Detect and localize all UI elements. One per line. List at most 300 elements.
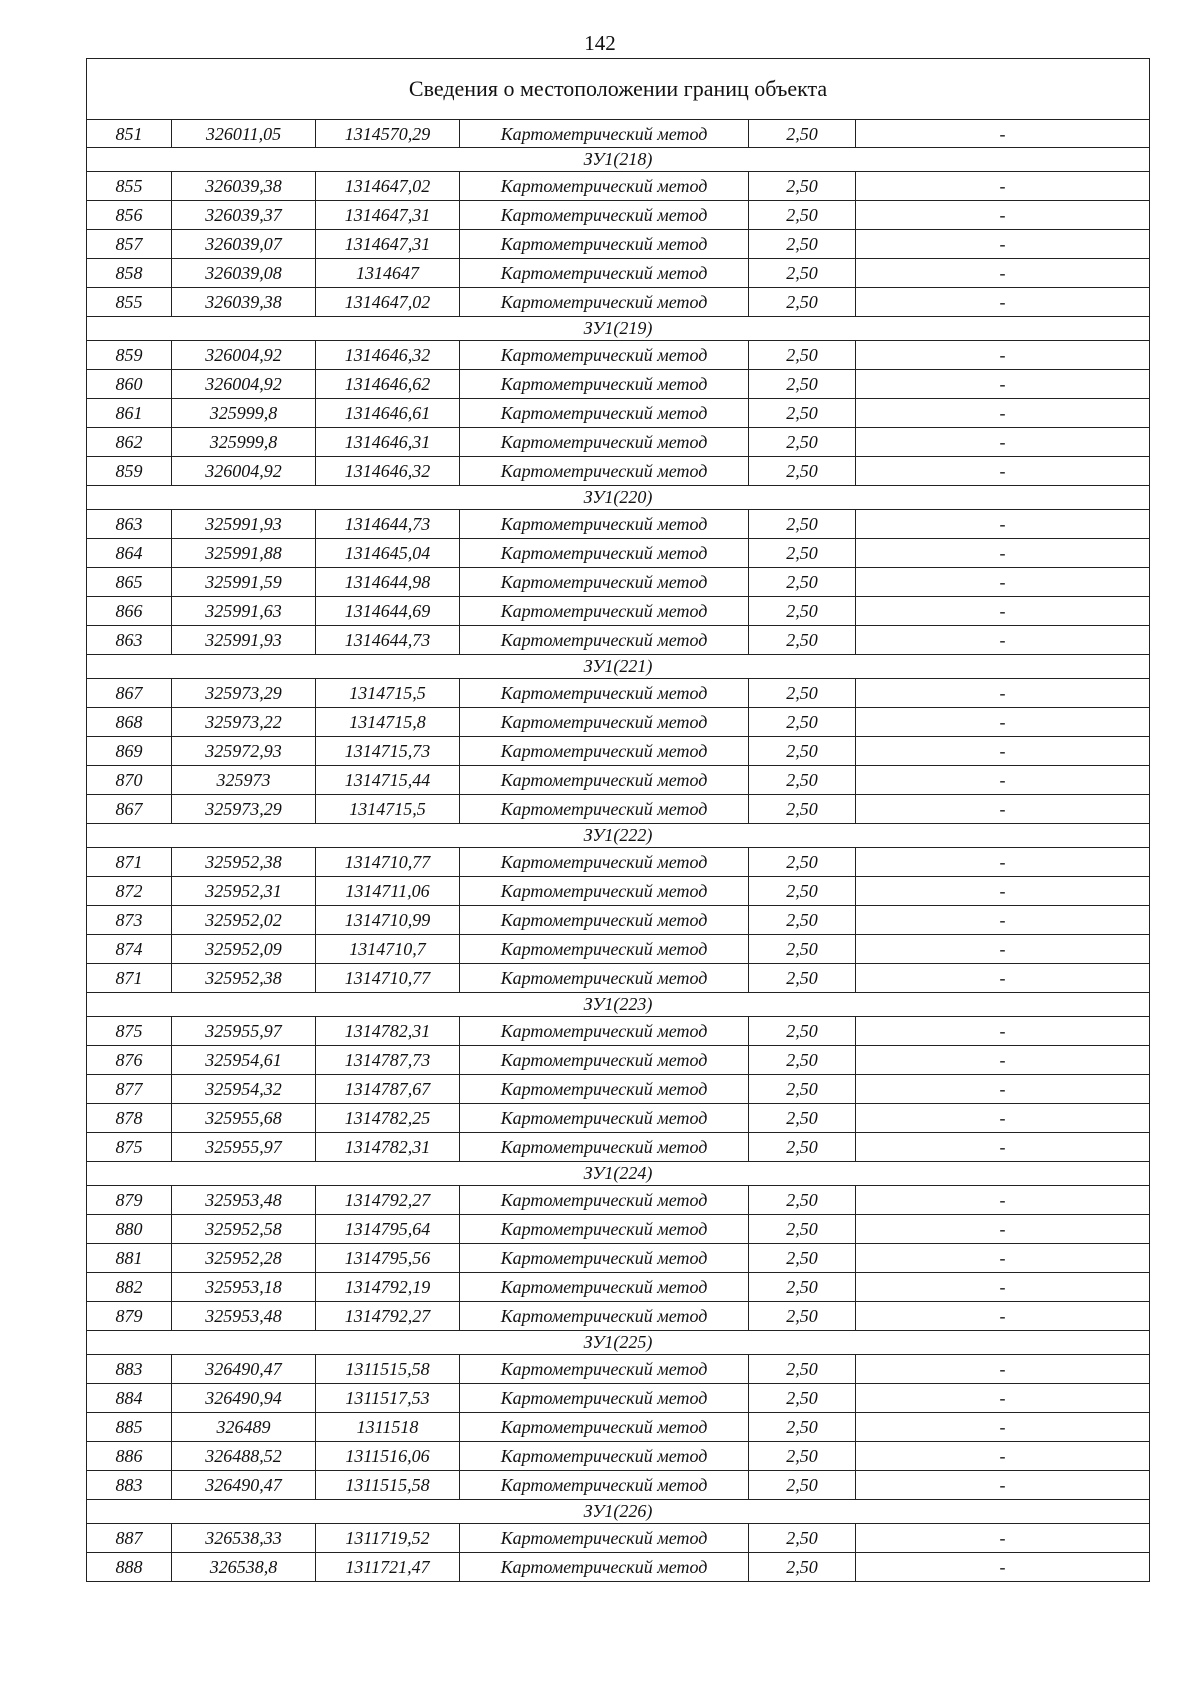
y-coordinate-cell: 1314647,31 [316,201,460,230]
table-row [87,964,1150,993]
accuracy-cell: 2,50 [749,708,856,737]
x-coordinate-cell: 325973,22 [172,708,316,737]
description-cell: - [856,510,1150,539]
y-coordinate-cell: 1314647,02 [316,288,460,317]
description-cell: - [856,795,1150,824]
section-header-row [87,993,1150,1017]
accuracy-cell: 2,50 [749,230,856,259]
table-row [87,1553,1150,1582]
accuracy-cell: 2,50 [749,1553,856,1582]
table-row [87,1413,1150,1442]
accuracy-cell: 2,50 [749,1302,856,1331]
point-number-cell: 863 [87,626,172,655]
point-number-cell: 861 [87,399,172,428]
description-cell: - [856,1384,1150,1413]
x-coordinate-cell: 326039,07 [172,230,316,259]
section-label: ЗУ1(226) [87,1500,1150,1524]
x-coordinate-cell: 325973 [172,766,316,795]
method-cell: Картометрический метод [460,935,749,964]
description-cell: - [856,1215,1150,1244]
y-coordinate-cell: 1314644,69 [316,597,460,626]
method-cell: Картометрический метод [460,201,749,230]
section-label: ЗУ1(219) [87,317,1150,341]
table-row [87,1471,1150,1500]
table-row [87,510,1150,539]
x-coordinate-cell: 325955,97 [172,1017,316,1046]
description-cell: - [856,1075,1150,1104]
description-cell: - [856,1186,1150,1215]
table-row [87,708,1150,737]
x-coordinate-cell: 325999,8 [172,428,316,457]
method-cell: Картометрический метод [460,848,749,877]
accuracy-cell: 2,50 [749,1017,856,1046]
description-cell: - [856,172,1150,201]
table-row [87,935,1150,964]
section-header-row [87,317,1150,341]
x-coordinate-cell: 326490,47 [172,1355,316,1384]
accuracy-cell: 2,50 [749,1104,856,1133]
table-title-row [87,59,1150,120]
description-cell: - [856,906,1150,935]
y-coordinate-cell: 1314715,5 [316,795,460,824]
accuracy-cell: 2,50 [749,1075,856,1104]
y-coordinate-cell: 1314715,44 [316,766,460,795]
x-coordinate-cell: 326490,94 [172,1384,316,1413]
method-cell: Картометрический метод [460,1017,749,1046]
method-cell: Картометрический метод [460,597,749,626]
y-coordinate-cell: 1314792,27 [316,1186,460,1215]
description-cell: - [856,766,1150,795]
point-number-cell: 875 [87,1017,172,1046]
method-cell: Картометрический метод [460,766,749,795]
point-number-cell: 879 [87,1302,172,1331]
x-coordinate-cell: 325953,48 [172,1302,316,1331]
description-cell: - [856,259,1150,288]
accuracy-cell: 2,50 [749,1355,856,1384]
x-coordinate-cell: 325952,58 [172,1215,316,1244]
y-coordinate-cell: 1314792,19 [316,1273,460,1302]
x-coordinate-cell: 326004,92 [172,370,316,399]
description-cell: - [856,1471,1150,1500]
description-cell: - [856,964,1150,993]
point-number-cell: 877 [87,1075,172,1104]
point-number-cell: 858 [87,259,172,288]
point-number-cell: 864 [87,539,172,568]
y-coordinate-cell: 1311518 [316,1413,460,1442]
point-number-cell: 855 [87,172,172,201]
method-cell: Картометрический метод [460,906,749,935]
table-row [87,230,1150,259]
point-number-cell: 888 [87,1553,172,1582]
description-cell: - [856,626,1150,655]
x-coordinate-cell: 325991,59 [172,568,316,597]
method-cell: Картометрический метод [460,1186,749,1215]
table-row [87,568,1150,597]
y-coordinate-cell: 1314787,73 [316,1046,460,1075]
method-cell: Картометрический метод [460,539,749,568]
y-coordinate-cell: 1311721,47 [316,1553,460,1582]
y-coordinate-cell: 1314646,32 [316,457,460,486]
table-title: Сведения о местоположении границ объекта [87,59,1150,120]
accuracy-cell: 2,50 [749,288,856,317]
x-coordinate-cell: 325952,02 [172,906,316,935]
point-number-cell: 876 [87,1046,172,1075]
point-number-cell: 886 [87,1442,172,1471]
method-cell: Картометрический метод [460,259,749,288]
table-row [87,1186,1150,1215]
accuracy-cell: 2,50 [749,120,856,148]
point-number-cell: 867 [87,795,172,824]
point-number-cell: 855 [87,288,172,317]
x-coordinate-cell: 326011,05 [172,120,316,148]
point-number-cell: 851 [87,120,172,148]
x-coordinate-cell: 326004,92 [172,457,316,486]
method-cell: Картометрический метод [460,1215,749,1244]
table-row [87,1442,1150,1471]
y-coordinate-cell: 1314782,31 [316,1133,460,1162]
accuracy-cell: 2,50 [749,737,856,766]
section-label: ЗУ1(223) [87,993,1150,1017]
x-coordinate-cell: 325953,48 [172,1186,316,1215]
method-cell: Картометрический метод [460,1471,749,1500]
description-cell: - [856,1302,1150,1331]
table-row [87,1244,1150,1273]
point-number-cell: 859 [87,341,172,370]
x-coordinate-cell: 325991,93 [172,510,316,539]
description-cell: - [856,1273,1150,1302]
accuracy-cell: 2,50 [749,877,856,906]
y-coordinate-cell: 1311516,06 [316,1442,460,1471]
point-number-cell: 863 [87,510,172,539]
table-row [87,848,1150,877]
method-cell: Картометрический метод [460,877,749,906]
y-coordinate-cell: 1314647 [316,259,460,288]
point-number-cell: 869 [87,737,172,766]
accuracy-cell: 2,50 [749,1273,856,1302]
x-coordinate-cell: 325991,93 [172,626,316,655]
y-coordinate-cell: 1311515,58 [316,1355,460,1384]
table-row [87,539,1150,568]
table-row [87,766,1150,795]
table-row [87,906,1150,935]
point-number-cell: 862 [87,428,172,457]
x-coordinate-cell: 325955,97 [172,1133,316,1162]
point-number-cell: 874 [87,935,172,964]
description-cell: - [856,708,1150,737]
accuracy-cell: 2,50 [749,201,856,230]
method-cell: Картометрический метод [460,1302,749,1331]
method-cell: Картометрический метод [460,568,749,597]
accuracy-cell: 2,50 [749,1186,856,1215]
description-cell: - [856,1553,1150,1582]
point-number-cell: 868 [87,708,172,737]
method-cell: Картометрический метод [460,795,749,824]
table-row [87,457,1150,486]
point-number-cell: 859 [87,457,172,486]
method-cell: Картометрический метод [460,1133,749,1162]
table-row [87,399,1150,428]
accuracy-cell: 2,50 [749,935,856,964]
description-cell: - [856,1104,1150,1133]
section-header-row [87,1500,1150,1524]
x-coordinate-cell: 325972,93 [172,737,316,766]
description-cell: - [856,230,1150,259]
y-coordinate-cell: 1311719,52 [316,1524,460,1553]
x-coordinate-cell: 326538,33 [172,1524,316,1553]
accuracy-cell: 2,50 [749,1215,856,1244]
y-coordinate-cell: 1314646,32 [316,341,460,370]
accuracy-cell: 2,50 [749,1524,856,1553]
accuracy-cell: 2,50 [749,848,856,877]
y-coordinate-cell: 1314710,77 [316,848,460,877]
table-row [87,1133,1150,1162]
y-coordinate-cell: 1314787,67 [316,1075,460,1104]
section-header-row [87,1331,1150,1355]
x-coordinate-cell: 325952,28 [172,1244,316,1273]
method-cell: Картометрический метод [460,230,749,259]
accuracy-cell: 2,50 [749,428,856,457]
method-cell: Картометрический метод [460,1524,749,1553]
point-number-cell: 857 [87,230,172,259]
point-number-cell: 883 [87,1355,172,1384]
accuracy-cell: 2,50 [749,626,856,655]
accuracy-cell: 2,50 [749,679,856,708]
y-coordinate-cell: 1314646,61 [316,399,460,428]
accuracy-cell: 2,50 [749,1471,856,1500]
section-header-row [87,655,1150,679]
accuracy-cell: 2,50 [749,510,856,539]
table-row [87,679,1150,708]
y-coordinate-cell: 1314715,73 [316,737,460,766]
description-cell: - [856,120,1150,148]
x-coordinate-cell: 325973,29 [172,795,316,824]
accuracy-cell: 2,50 [749,597,856,626]
x-coordinate-cell: 325953,18 [172,1273,316,1302]
method-cell: Картометрический метод [460,679,749,708]
accuracy-cell: 2,50 [749,795,856,824]
description-cell: - [856,539,1150,568]
description-cell: - [856,935,1150,964]
y-coordinate-cell: 1314710,99 [316,906,460,935]
method-cell: Картометрический метод [460,399,749,428]
method-cell: Картометрический метод [460,341,749,370]
x-coordinate-cell: 326039,38 [172,172,316,201]
method-cell: Картометрический метод [460,737,749,766]
point-number-cell: 884 [87,1384,172,1413]
method-cell: Картометрический метод [460,1273,749,1302]
point-number-cell: 870 [87,766,172,795]
point-number-cell: 883 [87,1471,172,1500]
method-cell: Картометрический метод [460,172,749,201]
table-row [87,1215,1150,1244]
method-cell: Картометрический метод [460,428,749,457]
page-number: 142 [584,31,616,55]
point-number-cell: 867 [87,679,172,708]
x-coordinate-cell: 325952,38 [172,848,316,877]
accuracy-cell: 2,50 [749,259,856,288]
x-coordinate-cell: 325952,09 [172,935,316,964]
y-coordinate-cell: 1314795,56 [316,1244,460,1273]
x-coordinate-cell: 326004,92 [172,341,316,370]
accuracy-cell: 2,50 [749,172,856,201]
point-number-cell: 872 [87,877,172,906]
description-cell: - [856,877,1150,906]
y-coordinate-cell: 1314782,31 [316,1017,460,1046]
table-row [87,1017,1150,1046]
description-cell: - [856,1413,1150,1442]
x-coordinate-cell: 325973,29 [172,679,316,708]
method-cell: Картометрический метод [460,964,749,993]
table-row [87,259,1150,288]
accuracy-cell: 2,50 [749,399,856,428]
description-cell: - [856,1017,1150,1046]
x-coordinate-cell: 326039,38 [172,288,316,317]
x-coordinate-cell: 326489 [172,1413,316,1442]
x-coordinate-cell: 326488,52 [172,1442,316,1471]
table-row [87,370,1150,399]
table-row [87,597,1150,626]
y-coordinate-cell: 1314710,7 [316,935,460,964]
method-cell: Картометрический метод [460,1075,749,1104]
table-row [87,341,1150,370]
accuracy-cell: 2,50 [749,1046,856,1075]
y-coordinate-cell: 1314710,77 [316,964,460,993]
table-body [87,59,1150,1582]
table-row [87,795,1150,824]
x-coordinate-cell: 326039,08 [172,259,316,288]
y-coordinate-cell: 1314647,02 [316,172,460,201]
point-number-cell: 873 [87,906,172,935]
accuracy-cell: 2,50 [749,457,856,486]
y-coordinate-cell: 1314646,31 [316,428,460,457]
point-number-cell: 882 [87,1273,172,1302]
point-number-cell: 860 [87,370,172,399]
method-cell: Картометрический метод [460,1046,749,1075]
point-number-cell: 879 [87,1186,172,1215]
accuracy-cell: 2,50 [749,1442,856,1471]
description-cell: - [856,679,1150,708]
point-number-cell: 871 [87,848,172,877]
description-cell: - [856,597,1150,626]
section-label: ЗУ1(221) [87,655,1150,679]
method-cell: Картометрический метод [460,457,749,486]
x-coordinate-cell: 325952,38 [172,964,316,993]
y-coordinate-cell: 1314570,29 [316,120,460,148]
section-header-row [87,486,1150,510]
table-row [87,1524,1150,1553]
description-cell: - [856,341,1150,370]
method-cell: Картометрический метод [460,288,749,317]
y-coordinate-cell: 1314647,31 [316,230,460,259]
accuracy-cell: 2,50 [749,1384,856,1413]
method-cell: Картометрический метод [460,1355,749,1384]
point-number-cell: 887 [87,1524,172,1553]
method-cell: Картометрический метод [460,626,749,655]
table-row [87,1302,1150,1331]
accuracy-cell: 2,50 [749,370,856,399]
table-row [87,1104,1150,1133]
description-cell: - [856,737,1150,766]
section-header-row [87,824,1150,848]
y-coordinate-cell: 1314782,25 [316,1104,460,1133]
x-coordinate-cell: 325999,8 [172,399,316,428]
description-cell: - [856,399,1150,428]
y-coordinate-cell: 1314715,8 [316,708,460,737]
description-cell: - [856,428,1150,457]
description-cell: - [856,1442,1150,1471]
point-number-cell: 881 [87,1244,172,1273]
boundary-coordinates-table [86,58,1150,1582]
point-number-cell: 865 [87,568,172,597]
accuracy-cell: 2,50 [749,766,856,795]
method-cell: Картометрический метод [460,1553,749,1582]
method-cell: Картометрический метод [460,1442,749,1471]
section-header-row [87,1162,1150,1186]
table-row [87,737,1150,766]
table-row [87,1046,1150,1075]
accuracy-cell: 2,50 [749,568,856,597]
y-coordinate-cell: 1314715,5 [316,679,460,708]
section-header-row [87,148,1150,172]
section-label: ЗУ1(222) [87,824,1150,848]
description-cell: - [856,370,1150,399]
point-number-cell: 880 [87,1215,172,1244]
table-row [87,288,1150,317]
description-cell: - [856,1046,1150,1075]
x-coordinate-cell: 325954,61 [172,1046,316,1075]
x-coordinate-cell: 325955,68 [172,1104,316,1133]
accuracy-cell: 2,50 [749,1244,856,1273]
description-cell: - [856,1244,1150,1273]
x-coordinate-cell: 326490,47 [172,1471,316,1500]
point-number-cell: 871 [87,964,172,993]
description-cell: - [856,457,1150,486]
description-cell: - [856,201,1150,230]
y-coordinate-cell: 1314711,06 [316,877,460,906]
section-label: ЗУ1(220) [87,486,1150,510]
method-cell: Картометрический метод [460,510,749,539]
point-number-cell: 885 [87,1413,172,1442]
table-row [87,201,1150,230]
x-coordinate-cell: 325991,63 [172,597,316,626]
table-row [87,626,1150,655]
section-label: ЗУ1(225) [87,1331,1150,1355]
point-number-cell: 878 [87,1104,172,1133]
table-row [87,1355,1150,1384]
x-coordinate-cell: 325952,31 [172,877,316,906]
method-cell: Картометрический метод [460,1104,749,1133]
point-number-cell: 856 [87,201,172,230]
description-cell: - [856,1355,1150,1384]
description-cell: - [856,848,1150,877]
y-coordinate-cell: 1311515,58 [316,1471,460,1500]
accuracy-cell: 2,50 [749,964,856,993]
description-cell: - [856,568,1150,597]
section-label: ЗУ1(218) [87,148,1150,172]
y-coordinate-cell: 1314644,98 [316,568,460,597]
y-coordinate-cell: 1314646,62 [316,370,460,399]
table-row [87,1273,1150,1302]
table-row [87,877,1150,906]
accuracy-cell: 2,50 [749,1413,856,1442]
point-number-cell: 866 [87,597,172,626]
table-row [87,428,1150,457]
table-row [87,120,1150,148]
table-row [87,1384,1150,1413]
y-coordinate-cell: 1314792,27 [316,1302,460,1331]
x-coordinate-cell: 325991,88 [172,539,316,568]
method-cell: Картометрический метод [460,708,749,737]
